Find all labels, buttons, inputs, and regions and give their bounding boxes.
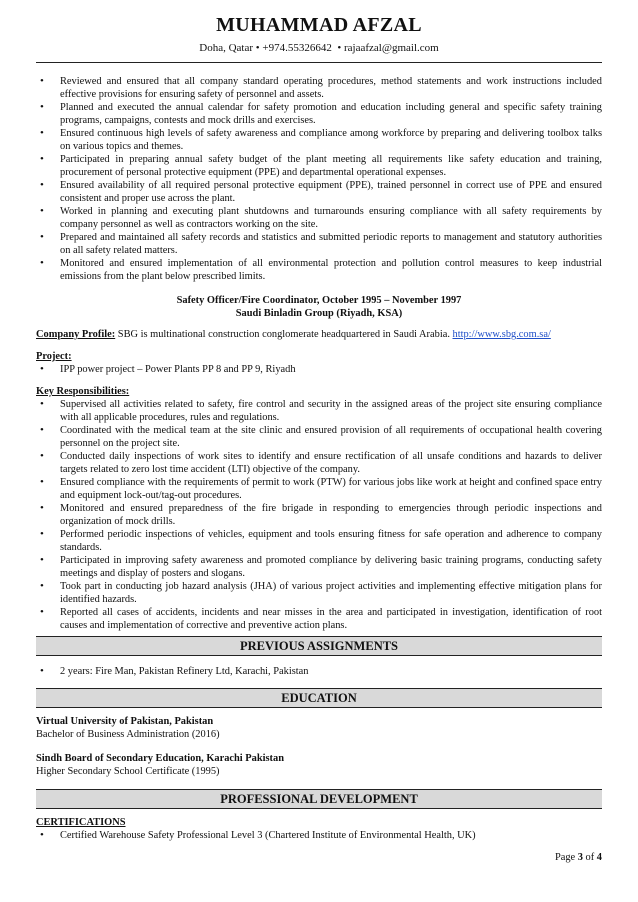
list-item: • Planned and executed the annual calendar for safety promotion and education including general and specific safety training programs, campaigns, contests and mock drills and exercises. — [36, 101, 602, 127]
degree: Bachelor of Business Administration (2016) — [36, 729, 220, 740]
institution: Sindh Board of Secondary Education, Karachi Pakistan — [36, 753, 284, 764]
list-item: • Reported all cases of accidents, incidents and near misses in the area and participated in investigation, identification of root causes and implementation of corrective and preventive action plans. — [36, 606, 602, 632]
company-profile — [36, 328, 602, 341]
institution: Virtual University of Pakistan, Pakistan — [36, 716, 214, 727]
list-item: • Supervised all activities related to safety, fire control and security in the assigned areas of the project site ensuring compliance with all applicable procedures, rules and regulations. — [36, 398, 602, 424]
contact-line — [0, 42, 638, 54]
key-responsibilities — [36, 385, 602, 632]
list-item: • Certified Warehouse Safety Professional Level 3 (Chartered Institute of Environmental Health, UK) — [36, 829, 602, 842]
education-entry — [36, 752, 602, 778]
list-item: • Ensured compliance with the requirements of permit to work (PTW) for various jobs like work at height and confined space entry and equipment lock-out/tag-out procedures. — [36, 476, 602, 502]
candidate-name: MUHAMMAD AFZAL — [216, 14, 422, 36]
header-divider — [36, 62, 602, 63]
list-item: • Performed periodic inspections of vehicles, equipment and tools ensuring fitness for safe operation and adherence to company standards. — [36, 528, 602, 554]
location: Doha, Qatar — [199, 42, 254, 54]
job-title: Safety Officer/Fire Coordinator, October 1995 – November 1997 — [176, 295, 462, 306]
list-item: • Ensured continuous high levels of safety awareness and compliance among workforce by preparing and delivering toolbox talks on various topics and themes. — [36, 127, 602, 153]
project-label: Project: — [36, 351, 72, 362]
separator-bullet-icon: • — [255, 42, 260, 54]
phone: +974.55326642 — [262, 42, 332, 54]
responsibilities-label: Key Responsibilities: — [36, 386, 130, 397]
list-item: • Conducted daily inspections of work sites to identify and ensure rectification of all unsafe conditions and hazards to deliver targets related to zero lost time accident (LTI) objective of the company. — [36, 450, 602, 476]
list-item: • Ensured availability of all required personal protective equipment (PPE), trained personnel in correct use of PPE and ensured consistent and proper use across the plant. — [36, 179, 602, 205]
project-section — [36, 350, 602, 376]
list-item: • Participated in preparing annual safety budget of the plant meeting all requirements like safety education and training, procurement of personal protective equipment (PPE) and departmental operational expenses. — [36, 153, 602, 179]
company-profile-text: SBG is multinational construction conglomerate headquartered in Saudi Arabia. — [115, 329, 453, 340]
list-item: • IPP power project – Power Plants PP 8 and PP 9, Riyadh — [36, 363, 602, 376]
previous-role-responsibilities — [36, 75, 602, 283]
separator-bullet-icon: • — [337, 42, 342, 54]
list-item: • Prepared and maintained all safety records and statistics and submitted periodic reports to management and statutory authorities on all safety related matters. — [36, 231, 602, 257]
list-item: • Took part in conducting job hazard analysis (JHA) of various project activities and implementing effective mitigation plans for identified hazards. — [36, 580, 602, 606]
section-heading-previous-assignments: PREVIOUS ASSIGNMENTS — [36, 636, 602, 656]
list-item: • Worked in planning and executing plant shutdowns and turnarounds ensuring compliance with all safety requirements by company personnel as well as contractors working on the site. — [36, 205, 602, 231]
job-company: Saudi Binladin Group (Riyadh, KSA) — [235, 308, 403, 319]
education-entry — [36, 715, 602, 741]
list-item: • Reviewed and ensured that all company standard operating procedures, method statements and work instructions included effective provisions for ensuring safety of personnel and assets. — [36, 75, 602, 101]
certifications-label: CERTIFICATIONS — [36, 817, 126, 828]
section-heading-professional-development: PROFESSIONAL DEVELOPMENT — [36, 789, 602, 809]
list-item: • Monitored and ensured implementation of all environmental protection and pollution control measures to keep industrial emissions from the plant below prescribed limits. — [36, 257, 602, 283]
degree: Higher Secondary School Certificate (1995) — [36, 766, 220, 777]
company-profile-label: Company Profile: — [36, 329, 116, 340]
list-item: • Coordinated with the medical team at the site clinic and ensured provision of all requirements of occupational health covering personnel on the project site. — [36, 424, 602, 450]
list-item: • Participated in improving safety awareness and promoted compliance by delivering basic training programs, conducting safety meetings and display of posters and slogans. — [36, 554, 602, 580]
email: rajaafzal@gmail.com — [343, 42, 439, 54]
page-number: Page 3 of 4 — [554, 852, 602, 863]
section-heading-education: EDUCATION — [36, 688, 602, 708]
previous-assignments-list — [36, 665, 602, 678]
list-item: • 2 years: Fire Man, Pakistan Refinery Ltd, Karachi, Pakistan — [36, 665, 602, 678]
certifications-section — [36, 816, 602, 842]
company-website-link[interactable]: http://www.sbg.com.sa/ — [452, 329, 551, 340]
list-item: • Monitored and ensured preparedness of the fire brigade in responding to emergencies through periodic inspections and organization of mock drills. — [36, 502, 602, 528]
